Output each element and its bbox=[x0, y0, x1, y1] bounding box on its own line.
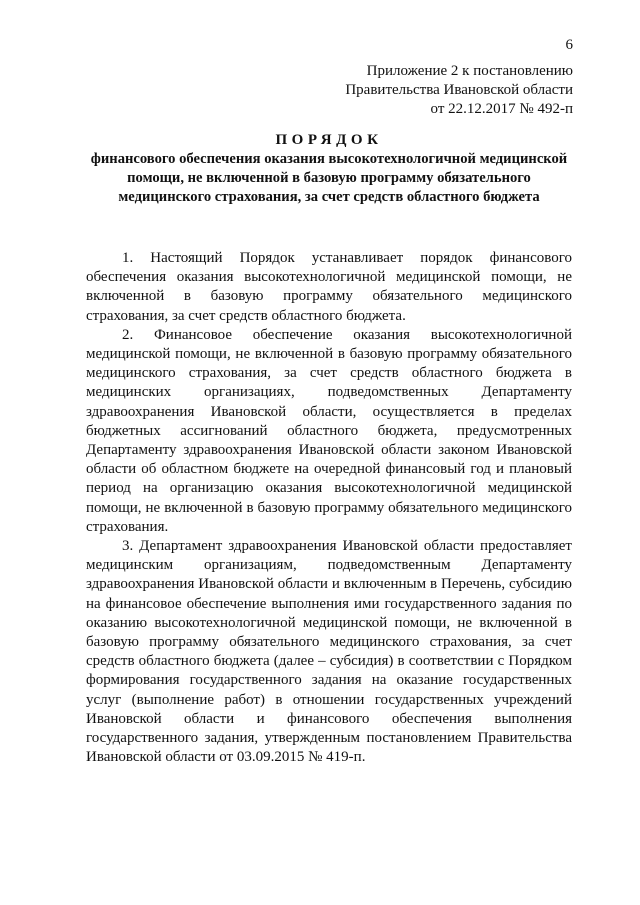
paragraph-2: 2. Финансовое обеспечение оказания высокотехнологичной медицинской помощи, не включенной в базовую программу обязательного медицинского страхования, за счет средств областного бюджета в медицинских организациях, подведомственных Департаменту здравоохранения Ивановской области, осуществляется в пределах бюджетных ассигнований областного бюджета, предусмотренных Департаменту здравоохранения Ивановской области законом Ивановской области об областном бюджете на очередной финансовый год и плановый период на организацию оказания высокотехнологичной медицинской помощи, не включенной в базовую программу обязательного медицинского страхования. bbox=[86, 326, 572, 535]
paragraph-3: 3. Департамент здравоохранения Ивановской области предоставляет медицинским организациям, подведомственным Департаменту здравоохранения Ивановской области и включенным в Перечень, субсидию на финансовое обеспечение выполнения ими государственного задания по оказанию высокотехнологичной медицинской помощи, не включенной в базовую программу обязательного медицинского страхования, за счет средств областного бюджета (далее – субсидия) в соответствии с Порядком формирования государственного задания на оказание государственных услуг (выполнение работ) в отношении государственных учреждений Ивановской области и финансового обеспечения выполнения государственного задания, утвержденным постановлением Правительства Ивановской области от 03.09.2015 № 419-п. bbox=[86, 538, 572, 766]
appendix-line-1: Приложение 2 к постановлению bbox=[366, 63, 573, 79]
document-title: ПОРЯДОК bbox=[275, 132, 383, 148]
document-subtitle: финансового обеспечения оказания высокотехнологичной медицинской помощи, не включенной в базовую программу обязательного медицинского страхования, за счет средств областного бюджета bbox=[90, 151, 568, 205]
appendix-line-3: от 22.12.2017 № 492-п bbox=[430, 101, 573, 117]
document-body bbox=[86, 249, 572, 767]
appendix-header bbox=[213, 62, 573, 119]
appendix-line-2: Правительства Ивановской области bbox=[345, 82, 573, 98]
document-heading bbox=[86, 130, 572, 207]
page-number: 6 bbox=[565, 37, 573, 53]
paragraph-1: 1. Настоящий Порядок устанавливает порядок финансового обеспечения оказания высокотехнологичной медицинской помощи, не включенной в базовую программу обязательного медицинского страхования, за счет средств областного бюджета. bbox=[86, 250, 572, 324]
